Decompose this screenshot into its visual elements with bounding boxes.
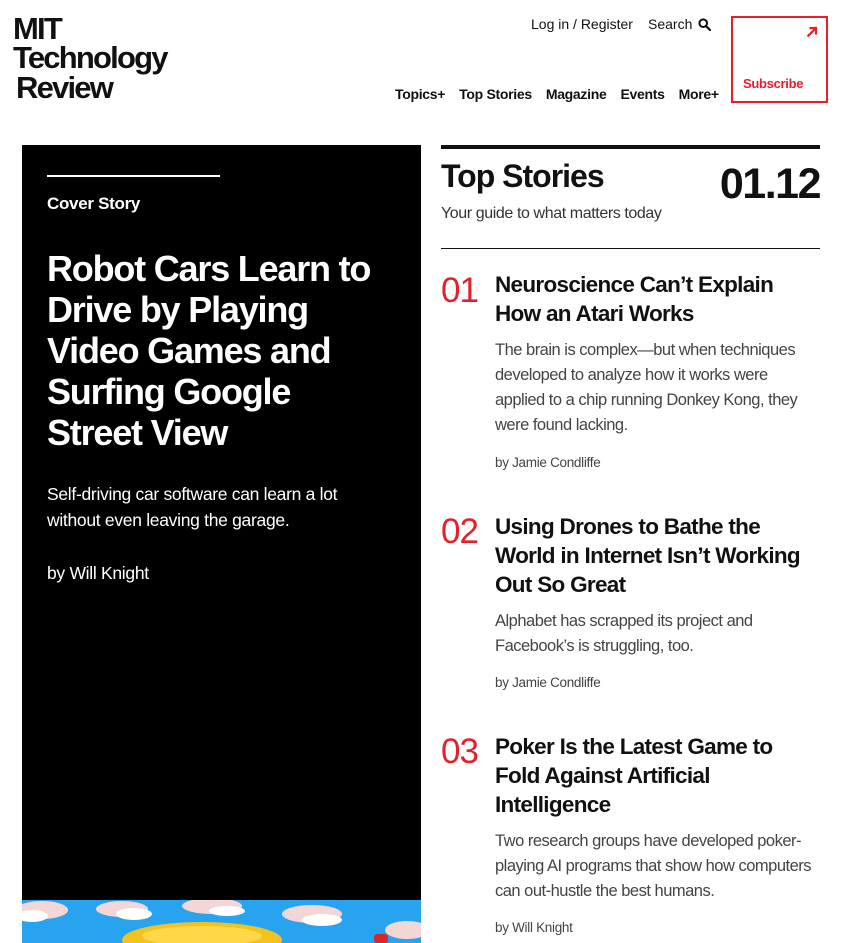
story-number: 02 <box>441 512 478 551</box>
main-nav <box>395 86 719 102</box>
story-headline[interactable]: Using Drones to Bathe the World in Internet Isn’t Working Out So Great <box>495 514 800 597</box>
story-item-2[interactable] <box>441 512 820 702</box>
arrow-up-right-icon <box>806 26 818 38</box>
top-stories-divider <box>441 248 820 249</box>
search-button[interactable] <box>648 16 711 32</box>
logo-line-2: Technology <box>13 40 167 76</box>
top-stories-subtitle: Your guide to what matters today <box>441 205 662 222</box>
story-dek: Two research groups have developed poker-playing AI programs that show how computers can out-hustle the best humans. <box>495 832 812 900</box>
subscribe-button[interactable] <box>731 16 828 103</box>
nav-item-topics[interactable]: Topics+ <box>395 86 446 102</box>
search-icon <box>698 18 711 31</box>
cover-divider <box>47 175 220 177</box>
story-byline[interactable]: by Will Knight <box>495 920 573 935</box>
cover-illustration <box>22 900 421 943</box>
nav-item-magazine[interactable]: Magazine <box>545 86 607 102</box>
nav-item-events[interactable]: Events <box>620 86 665 102</box>
search-label: Search <box>648 16 693 32</box>
cover-story-byline[interactable]: by Will Knight <box>47 563 149 583</box>
story-dek: Alphabet has scrapped its project and Facebook’s is struggling, too. <box>495 612 753 655</box>
story-headline[interactable]: Poker Is the Latest Game to Fold Against Artificial Intelligence <box>495 734 773 817</box>
story-number: 01 <box>441 271 478 310</box>
story-item-1[interactable] <box>441 270 820 480</box>
subscribe-label: Subscribe <box>743 76 804 91</box>
cover-story-card[interactable] <box>22 145 421 900</box>
nav-item-top-stories[interactable]: Top Stories <box>459 86 532 102</box>
story-byline[interactable]: by Jamie Condliffe <box>495 455 601 470</box>
story-item-3[interactable] <box>441 732 820 943</box>
top-stories-title: Top Stories <box>441 158 604 194</box>
site-logo[interactable] <box>13 11 167 105</box>
story-dek: The brain is complex—but when techniques developed to analyze how it works were applied to a chip running Donkey Kong, they were found lacking. <box>495 341 798 434</box>
story-number: 03 <box>441 732 478 771</box>
logo-line-3: Review <box>16 69 113 105</box>
story-byline[interactable]: by Jamie Condliffe <box>495 675 601 690</box>
cover-story-label: Cover Story <box>47 194 141 213</box>
cover-story-title[interactable]: Robot Cars Learn to Drive by Playing Video Games and Surfing Google Street View <box>47 248 371 453</box>
nav-item-more[interactable]: More+ <box>678 86 719 102</box>
top-stories-date: 01.12 <box>719 160 820 208</box>
top-stories-top-rule <box>441 145 820 149</box>
cover-story-image[interactable] <box>22 900 421 943</box>
logo-line-1: MIT <box>13 11 61 46</box>
story-headline[interactable]: Neuroscience Can’t Explain How an Atari Works <box>495 272 774 326</box>
cover-story-dek: Self-driving car software can learn a lot without even leaving the garage. <box>47 484 338 530</box>
login-register-link[interactable]: Log in / Register <box>531 16 633 32</box>
